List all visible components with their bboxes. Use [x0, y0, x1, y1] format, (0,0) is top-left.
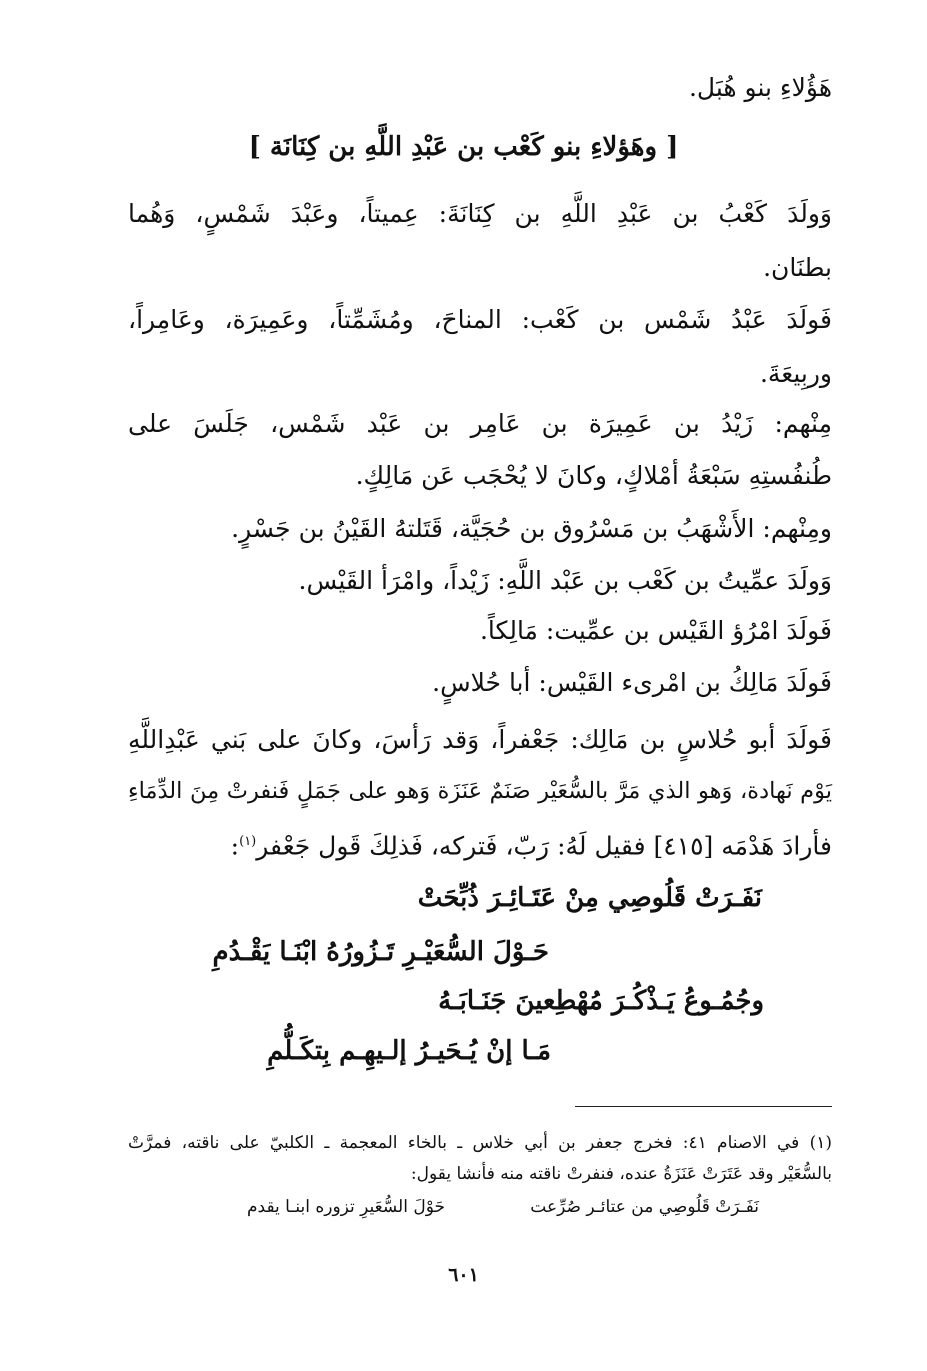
verse-line: مَـا إنْ يُـحَيـرُ إلـيهِـم بِتكَـلُّمِ	[267, 1036, 551, 1066]
text-line: ومِنْهم: الأَشْهَبُ بن مَسْرُوق بن حُجَيَّة، قَتَلتهُ القَيْنُ بن جَسْرٍ.	[231, 514, 832, 543]
text-line: يَوْم نَهادة، وَهو الذي مَرَّ بالسُّعَيْر صَنَمٌ عَنَزَة وَهو على جَمَلٍ فَنفرتْ مِنَ الدِّمَاءِ	[128, 778, 832, 804]
text-line: وَولَدَ عمِّيتُ بن كَعْب بن عَبْد اللَّهِ: زَيْداً، وامْرَأ القَيْس.	[298, 566, 832, 595]
section-heading: [ وهَؤلاءِ بنو كَعْب بن عَبْدِ اللَّهِ بن كِنَانَة ]	[248, 132, 679, 162]
text-line: وربِيعَةَ.	[759, 359, 832, 388]
text-line: وَولَدَ كَعْبُ بن عَبْدِ اللَّهِ بن كِنَانَةَ: عِميتاً، وعَبْدَ شَمْسٍ، وَهُما	[128, 199, 832, 228]
page-number: ٦٠١	[448, 1264, 479, 1286]
text-line: فَولَدَ امْرُؤ القَيْس بن عمِّيت: مَالِكاً.	[479, 616, 832, 645]
text-line: مِنْهم: زَيْدُ بن عَمِيرَة بن عَامِر بن عَبْد شَمْس، جَلَسَ على	[128, 409, 832, 438]
text-line: بطنَان.	[763, 253, 832, 282]
text-line: فَولَدَ مَالِكُ بن امْرىء القَيْس: أبا حُلاسٍ.	[432, 668, 832, 697]
footnote-verse: نَفَـرَتْ قَلُوصِي من عتائـر صُرِّعت	[530, 1197, 759, 1217]
text-line-body: فأرادَ هَدْمَه [٤١٥] فقيل لَهُ: رَبّ، فَتركه، فَذلِكَ قَول جَعْفر	[256, 831, 832, 861]
text-line-tail: :	[230, 831, 240, 861]
footnote-verse: حَوْلَ السُّعَيرِ تزوره ابنـا يقدم	[247, 1197, 445, 1217]
footnote-line: (١) في الاصنام ٤١: فخرج جعفر بن أبي خلاس ـ بالخاء المعجمة ـ الكلبيّ على ناقته، فمرَّتْ	[128, 1133, 832, 1153]
text-line: فَولَدَ أبو حُلاسٍ بن مَالِك: جَعْفراً، وَقد رَأسَ، وكانَ على بَني عَبْدِاللَّهِ	[128, 725, 832, 754]
verse-line: حَـوْلَ السُّعَيْـرِ تَـزُورُهُ ابْنَـا يَقْـدُمِ	[212, 937, 549, 967]
footnote-marker: (١)	[239, 834, 257, 849]
footnote-separator	[575, 1106, 832, 1107]
footnote-line: بالسُّعَيْر وقد عَتَرَتْ عَنَزَةُ عنده، فنفرتْ ناقته منه فأنشا يقول:	[410, 1164, 832, 1184]
text-line: طُنفُستِهِ سَبْعَةُ أمْلاكٍ، وكانَ لا يُحْجَب عَن مَالِكٍ.	[355, 461, 832, 490]
text-line: فَولَدَ عَبْدُ شَمْس بن كَعْب: المناحَ، ومُشَمِّتاً، وعَمِيرَة، وعَامِراً،	[128, 305, 832, 334]
text-line	[231, 824, 832, 864]
verse-line: نَفَـرَتْ قَلُوصِي مِنْ عَتَـائِـرَ ذُبِّحَتْ	[417, 883, 762, 913]
verse-line: وجُمُـوعُ يَـذْكُـرَ مُهْطِعينَ جَنَـابَـهُ	[438, 986, 764, 1016]
text-line: هَؤُلاءِ بنو هُبَل.	[688, 73, 832, 102]
